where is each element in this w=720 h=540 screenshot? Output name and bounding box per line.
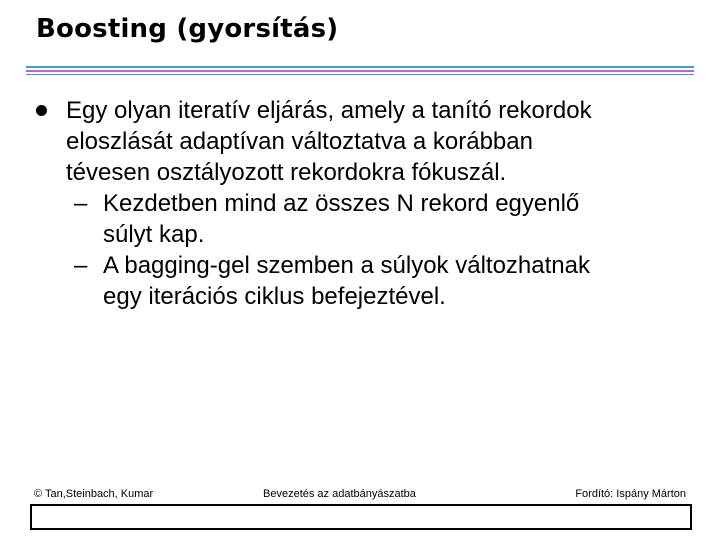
sub-bullet-item (66, 188, 696, 250)
dash-marker: – (74, 252, 88, 279)
footer-copyright: © Tan,Steinbach, Kumar (34, 488, 154, 500)
title-rule-top (26, 66, 694, 68)
title-rule-middle (26, 70, 694, 72)
sub-bullet-text-line: A bagging-gel szemben a súlyok változhatnak (103, 252, 590, 279)
title-rule-bottom (26, 74, 694, 75)
bullet-item (36, 95, 696, 188)
bullet-text-line: eloszlását adaptívan változtatva a korábban (66, 128, 533, 155)
footer-translator: Fordító: Ispány Márton (575, 488, 686, 500)
bullet-text-line: Egy olyan iteratív eljárás, amely a tanító rekordok (66, 97, 592, 124)
sub-bullet-text-line: súlyt kap. (103, 221, 205, 248)
sub-bullet-item (66, 250, 696, 312)
bullet-dot-icon (36, 105, 47, 116)
slide-content (36, 95, 696, 312)
dash-marker: – (74, 190, 88, 217)
footer-box (30, 504, 692, 530)
footer-course-title: Bevezetés az adatbányászatba (263, 488, 416, 500)
sub-bullet-text-line: Kezdetben mind az összes N rekord egyenlő (103, 190, 580, 217)
sub-bullet-text-line: egy iterációs ciklus befejeztével. (103, 283, 446, 310)
slide-title: Boosting (gyorsítás) (36, 14, 339, 44)
bullet-text-line: tévesen osztályozott rekordokra fókuszál. (66, 159, 507, 186)
